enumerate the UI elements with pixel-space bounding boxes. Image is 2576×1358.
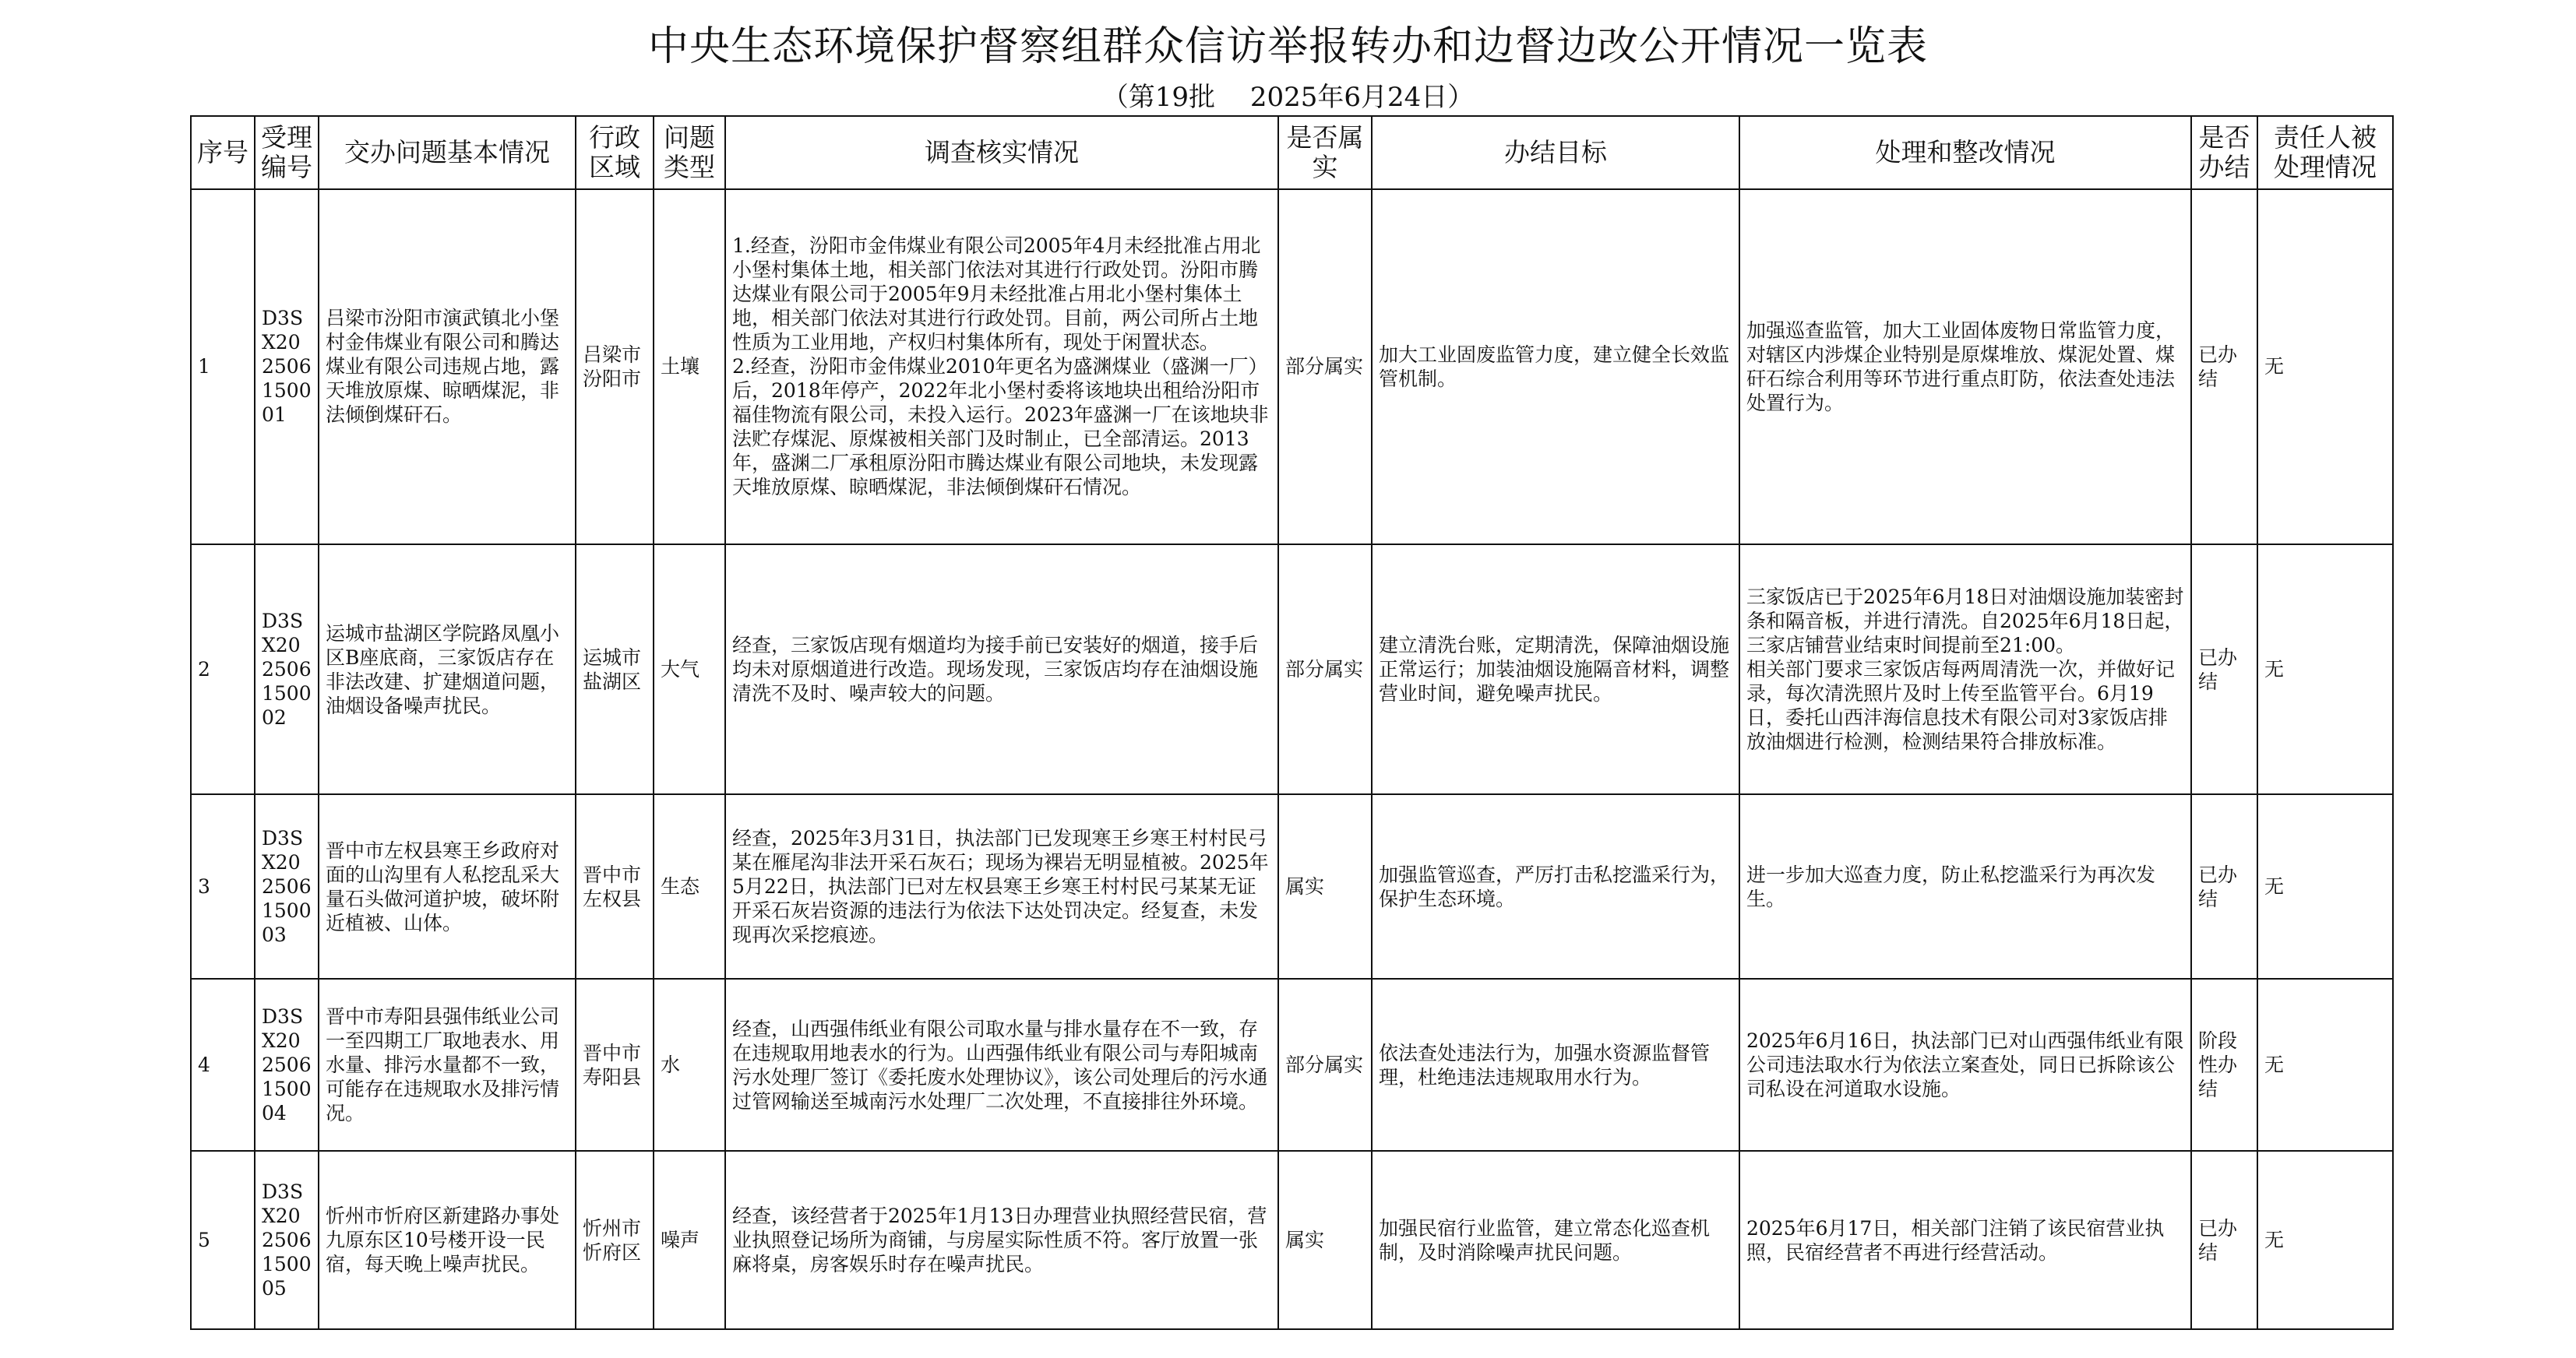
row-handling: 加强巡查监管，加大工业固体废物日常监管力度，对辖区内涉煤企业特别是原煤堆放、煤泥处置、煤矸石综合利用等环节进行重点盯防，依法查处违法处置行为。 bbox=[1739, 189, 2191, 544]
row-type: 大气 bbox=[654, 544, 725, 794]
row-verified: 部分属实 bbox=[1278, 189, 1372, 544]
row-verified: 部分属实 bbox=[1278, 544, 1372, 794]
row-investigation: 经查，三家饭店现有烟道均为接手前已安装好的烟道，接手后均未对原烟道进行改造。现场发现，三家饭店均存在油烟设施清洗不及时、噪声较大的问题。 bbox=[725, 544, 1278, 794]
table-row bbox=[191, 979, 2393, 1151]
header-region: 行政区域 bbox=[576, 116, 654, 189]
row-handling: 三家饭店已于2025年6月18日对油烟设施加装密封条和隔音板，并进行清洗。自2025年6月18日起，三家店铺营业结束时间提前至21:00。 相关部门要求三家饭店每两周清洗一次，并做好记录，每次清洗照片及时上传至监管平台。6月19日，委托山西沣海信息技术有限公司对3家饭店排放油烟进行检测，检测结果符合排放标准。 bbox=[1739, 544, 2191, 794]
row-accountability: 无 bbox=[2257, 544, 2393, 794]
row-code: D3SX202506150001 bbox=[255, 189, 319, 544]
row-code: D3SX202506150003 bbox=[255, 794, 319, 979]
table-row bbox=[191, 794, 2393, 979]
row-verified: 属实 bbox=[1278, 794, 1372, 979]
row-goal: 依法查处违法行为，加强水资源监督管理，杜绝违法违规取用水行为。 bbox=[1372, 979, 1739, 1151]
row-seq: 5 bbox=[191, 1151, 255, 1329]
table-row bbox=[191, 1151, 2393, 1329]
row-goal: 加强监管巡查，严厉打击私挖滥采行为，保护生态环境。 bbox=[1372, 794, 1739, 979]
row-seq: 1 bbox=[191, 189, 255, 544]
table-row bbox=[191, 544, 2393, 794]
row-region: 忻州市忻府区 bbox=[576, 1151, 654, 1329]
header-type: 问题类型 bbox=[654, 116, 725, 189]
row-issue: 晋中市寿阳县强伟纸业公司一至四期工厂取地表水、用水量、排污水量都不一致，可能存在违规取水及排污情况。 bbox=[319, 979, 576, 1151]
header-code: 受理编号 bbox=[255, 116, 319, 189]
row-region: 晋中市左权县 bbox=[576, 794, 654, 979]
row-closed: 已办结 bbox=[2191, 794, 2257, 979]
row-code: D3SX202506150002 bbox=[255, 544, 319, 794]
row-seq: 3 bbox=[191, 794, 255, 979]
header-goal: 办结目标 bbox=[1372, 116, 1739, 189]
row-investigation: 经查，山西强伟纸业有限公司取水量与排水量存在不一致，存在违规取用地表水的行为。山西强伟纸业有限公司与寿阳城南污水处理厂签订《委托废水处理协议》，该公司处理后的污水通过管网输送至城南污水处理厂二次处理，不直接排往外环境。 bbox=[725, 979, 1278, 1151]
row-goal: 加强民宿行业监管，建立常态化巡查机制，及时消除噪声扰民问题。 bbox=[1372, 1151, 1739, 1329]
row-handling: 2025年6月17日，相关部门注销了该民宿营业执照，民宿经营者不再进行经营活动。 bbox=[1739, 1151, 2191, 1329]
row-region: 晋中市寿阳县 bbox=[576, 979, 654, 1151]
row-investigation: 经查，2025年3月31日，执法部门已发现寒王乡寒王村村民弓某在雁尾沟非法开采石灰石；现场为裸岩无明显植被。2025年5月22日，执法部门已对左权县寒王乡寒王村村民弓某某无证开采石灰岩资源的违法行为依法下达处罚决定。经复查，未发现再次采挖痕迹。 bbox=[725, 794, 1278, 979]
row-handling: 2025年6月16日，执法部门已对山西强伟纸业有限公司违法取水行为依法立案查处，同日已拆除该公司私设在河道取水设施。 bbox=[1739, 979, 2191, 1151]
row-issue: 忻州市忻府区新建路办事处九原东区10号楼开设一民宿，每天晚上噪声扰民。 bbox=[319, 1151, 576, 1329]
header-verified: 是否属实 bbox=[1278, 116, 1372, 189]
row-issue: 吕梁市汾阳市演武镇北小堡村金伟煤业有限公司和腾达煤业有限公司违规占地，露天堆放原煤、晾晒煤泥，非法倾倒煤矸石。 bbox=[319, 189, 576, 544]
row-closed: 已办结 bbox=[2191, 189, 2257, 544]
header-issue: 交办问题基本情况 bbox=[319, 116, 576, 189]
page-subtitle: （第19批 2025年6月24日） bbox=[1101, 82, 1475, 113]
row-code: D3SX202506150004 bbox=[255, 979, 319, 1151]
row-accountability: 无 bbox=[2257, 1151, 2393, 1329]
header-investigation: 调查核实情况 bbox=[725, 116, 1278, 189]
row-closed: 阶段性办结 bbox=[2191, 979, 2257, 1151]
header-seq: 序号 bbox=[191, 116, 255, 189]
row-accountability: 无 bbox=[2257, 794, 2393, 979]
row-accountability: 无 bbox=[2257, 189, 2393, 544]
row-verified: 部分属实 bbox=[1278, 979, 1372, 1151]
row-seq: 2 bbox=[191, 544, 255, 794]
header-handling: 处理和整改情况 bbox=[1739, 116, 2191, 189]
row-closed: 已办结 bbox=[2191, 544, 2257, 794]
row-goal: 加大工业固废监管力度，建立健全长效监管机制。 bbox=[1372, 189, 1739, 544]
row-handling: 进一步加大巡查力度，防止私挖滥采行为再次发生。 bbox=[1739, 794, 2191, 979]
row-investigation: 经查，该经营者于2025年1月13日办理营业执照经营民宿，营业执照登记场所为商铺，与房屋实际性质不符。客厅放置一张麻将桌，房客娱乐时存在噪声扰民。 bbox=[725, 1151, 1278, 1329]
row-region: 运城市盐湖区 bbox=[576, 544, 654, 794]
page-title: 中央生态环境保护督察组群众信访举报转办和边督边改公开情况一览表 bbox=[647, 23, 1928, 70]
row-issue: 运城市盐湖区学院路凤凰小区B座底商，三家饭店存在非法改建、扩建烟道问题，油烟设备噪声扰民。 bbox=[319, 544, 576, 794]
header-closed: 是否办结 bbox=[2191, 116, 2257, 189]
row-type: 噪声 bbox=[654, 1151, 725, 1329]
row-region: 吕梁市汾阳市 bbox=[576, 189, 654, 544]
row-type: 水 bbox=[654, 979, 725, 1151]
row-goal: 建立清洗台账，定期清洗，保障油烟设施正常运行；加装油烟设施隔音材料，调整营业时间，避免噪声扰民。 bbox=[1372, 544, 1739, 794]
row-issue: 晋中市左权县寒王乡政府对面的山沟里有人私挖乱采大量石头做河道护坡，破坏附近植被、山体。 bbox=[319, 794, 576, 979]
table-header-row bbox=[191, 116, 2393, 189]
row-closed: 已办结 bbox=[2191, 1151, 2257, 1329]
report-table bbox=[190, 115, 2394, 1330]
table-row bbox=[191, 189, 2393, 544]
row-seq: 4 bbox=[191, 979, 255, 1151]
row-type: 生态 bbox=[654, 794, 725, 979]
row-accountability: 无 bbox=[2257, 979, 2393, 1151]
header-accountability: 责任人被处理情况 bbox=[2257, 116, 2393, 189]
row-verified: 属实 bbox=[1278, 1151, 1372, 1329]
row-type: 土壤 bbox=[654, 189, 725, 544]
row-investigation: 1.经查，汾阳市金伟煤业有限公司2005年4月未经批准占用北小堡村集体土地，相关部门依法对其进行行政处罚。汾阳市腾达煤业有限公司于2005年9月未经批准占用北小堡村集体土地，相关部门依法对其进行行政处罚。目前，两公司所占土地性质为工业用地，产权归村集体所有，现处于闲置状态。 2.经查，汾阳市金伟煤业2010年更名为盛渊煤业（盛渊一厂）后，2018年停产，2022年北小堡村委将该地块出租给汾阳市福佳物流有限公司，未投入运行。2023年盛渊一厂在该地块非法贮存煤泥、原煤被相关部门及时制止，已全部清运。2013年，盛渊二厂承租原汾阳市腾达煤业有限公司地块，未发现露天堆放原煤、晾晒煤泥，非法倾倒煤矸石情况。 bbox=[725, 189, 1278, 544]
row-code: D3SX202506150005 bbox=[255, 1151, 319, 1329]
